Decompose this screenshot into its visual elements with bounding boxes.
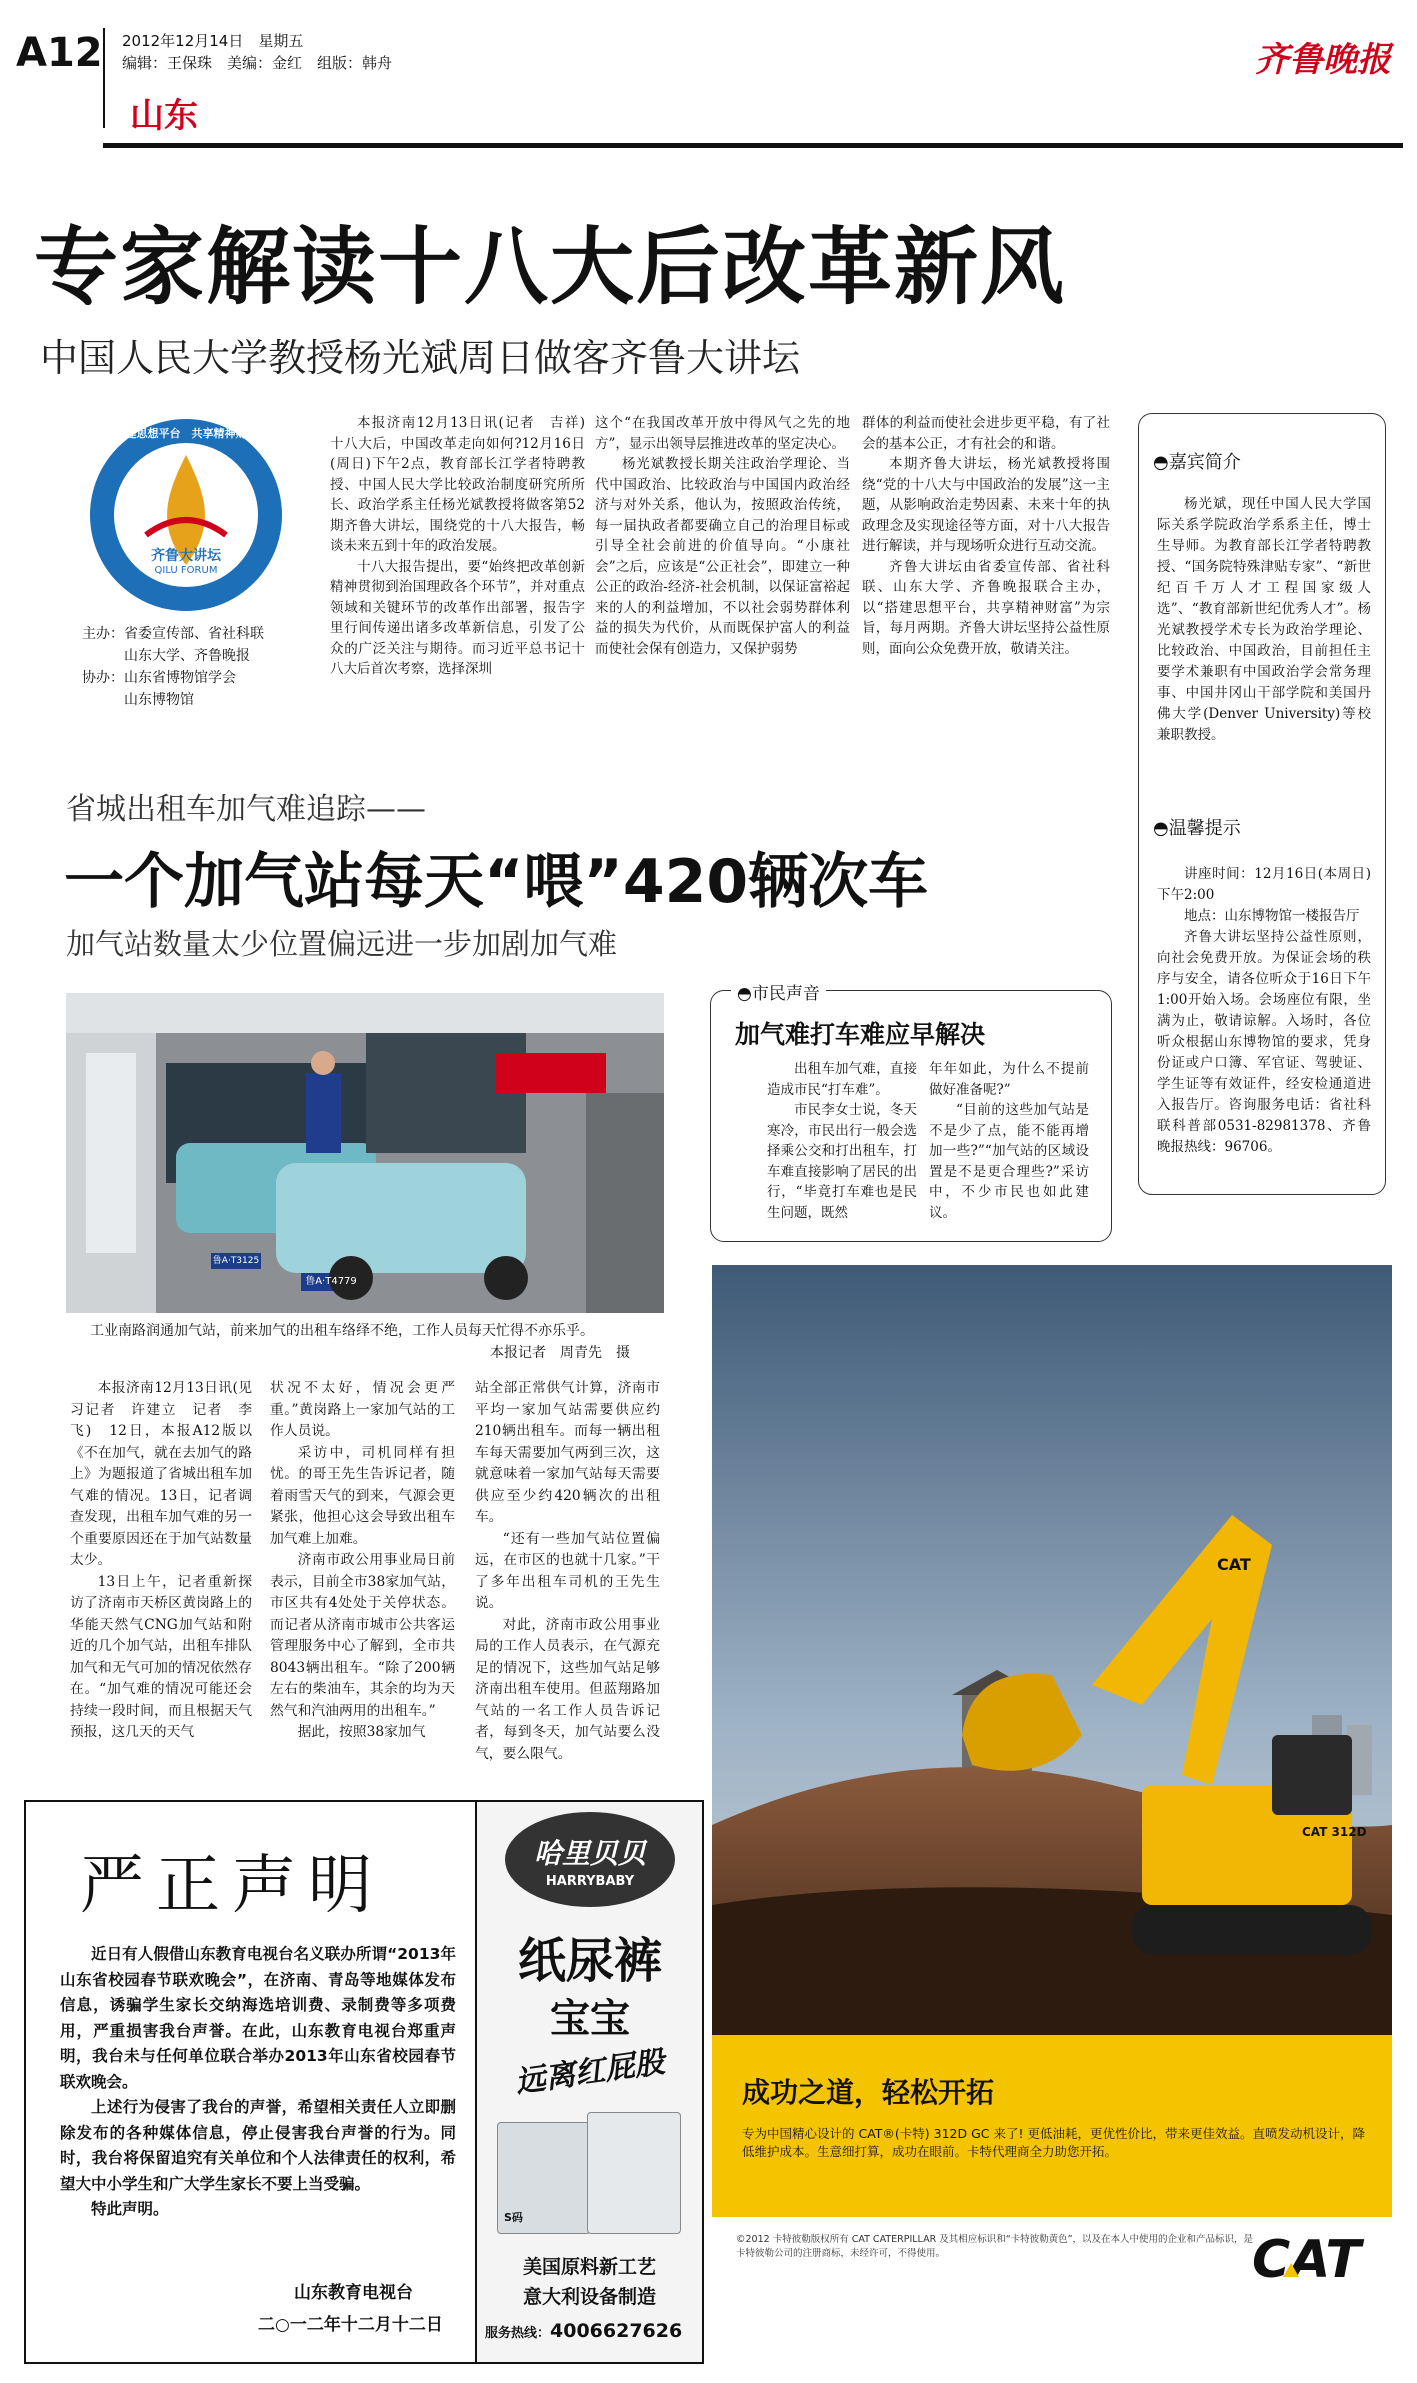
cat-fine-print: ©2012 卡特彼勒版权所有 CAT CATERPILLAR 及其相应标识和“卡特彼勒黄色”，以及在本人中使用的企业和产品标识，是卡特彼勒公司的注册商标，未经许可，不得使用。 — [736, 2234, 1254, 2259]
editors-line: 编辑：王保珠 美编：金红 组版：韩舟 — [122, 54, 393, 72]
guest-info-box — [1138, 413, 1386, 1195]
paragraph: 采访中，司机同样有担忧。的哥王先生告诉记者，随着雨雪天气的到来，气源会更紧张，他担心这会导致出租车加气难上加难。 — [270, 1444, 455, 1547]
paragraph: “目前的这些加气站是不是少了点，能不能再增加一些?”“加气站的区域设置是不是更合理些?”采访中，不少市民也如此建议。 — [929, 1102, 1089, 1221]
license-plate-1: 鲁A·T3125 — [212, 1256, 260, 1266]
paragraph: 本期齐鲁大讲坛，杨光斌教授将围绕“党的十八大与中国政治的发展”这一主题，从影响政治走势因素、未来十年的执政理念及实现途径等方面，对十八大报告进行解读，并与现场听众进行互动交流。 — [862, 456, 1110, 554]
cat-logo-triangle-icon — [1283, 2263, 1299, 2277]
harrybaby-ad — [475, 1800, 704, 2364]
solemn-statement — [24, 1800, 482, 2364]
cat-yellow-banner — [712, 2035, 1392, 2217]
paragraph: 这个“在我国改革开放中得风气之先的地方”，显示出领导层推进改革的坚定决心。 — [595, 415, 850, 452]
paragraph: 对此，济南市政公用事业局的工作人员表示，在气源充足的情况下，这些加气站足够济南出租车使用。但蓝翔路加气站的一名工作人员告诉记者，每到冬天，加气站要么没气，要么限气。 — [475, 1616, 660, 1762]
story2-column-3 — [475, 1378, 660, 1765]
organizer-line: 主办：省委宣传部、省社科联 — [82, 626, 264, 642]
paragraph: 近日有人假借山东教育电视台名义联办所谓“2013年山东省校园春节联欢晚会”，在济南、青岛等地媒体发布信息，诱骗学生家长交纳海选培训费、录制费等多项费用，严重损害我台声誉。在此，山东教育电视台郑重声明，我台未与任何单位联合举办2013年山东省校园春节联欢晚会。 — [60, 1945, 456, 2091]
statement-date: 二○一二年十二月十二日 — [258, 2315, 443, 2335]
lead-column-2 — [595, 413, 850, 659]
page-header — [0, 0, 1417, 150]
lead-subhead: 中国人民大学教授杨光斌周日做客齐鲁大讲坛 — [40, 336, 801, 380]
story2-column-1 — [70, 1378, 252, 1744]
bullet-icon: ◓ — [1153, 452, 1169, 473]
pack-size-label: S码 — [504, 2211, 523, 2224]
logo-en: QILU FORUM — [154, 565, 218, 576]
hotline-number: 4006627626 — [550, 2320, 683, 2342]
statement-signature: 山东教育电视台 — [294, 2283, 413, 2303]
excavator-body-label: CAT 312D — [1302, 1825, 1367, 1839]
guest-bio — [1157, 494, 1371, 746]
paragraph: 济南市政公用事业局日前表示，目前全市38家加气站，市区共有4处处于关停状态。而记者从济南市城市公共客运管理服务中心了解到，全市共8043辆出租车。“除了200辆左右的柴油车，其余的均为天然气和汽油两用的出租车。” — [270, 1552, 455, 1719]
organizer-line: 协办：山东省博物馆学会 — [82, 670, 236, 686]
citizen-tag — [731, 979, 826, 1004]
brand-cn: 哈里贝贝 — [533, 1837, 646, 1870]
guest-title-text: 嘉宾简介 — [1168, 452, 1241, 473]
organizer-line: 山东大学、齐鲁晚报 — [82, 648, 250, 664]
diaper-pack-2 — [587, 2112, 681, 2234]
paragraph: 年年如此，为什么不提前做好准备呢?” — [929, 1061, 1089, 1098]
lecture-time: 讲座时间：12月16日(本周日)下午2:00 — [1157, 866, 1371, 903]
photo-illustration — [66, 993, 664, 1313]
tips-title-text: 温馨提示 — [1168, 818, 1241, 839]
cat-description: 专为中国精心设计的 CAT®(卡特) 312D GC 来了! 更低油耗，更优性价比，带来更佳效益。直喷发动机设计，降低维护成本。生意细打算，成功在眼前。卡特代理商全力助您开拓。 — [742, 2126, 1365, 2159]
citizen-title: 加气难打车难应早解决 — [735, 1020, 986, 1049]
tips-box-title — [1153, 814, 1241, 840]
hotline — [485, 2320, 700, 2342]
paragraph: 十八大报告提出，要“始终把改革创新精神贯彻到治国理政各个环节”，并对重点领域和关键环节的改革作出部署，报告字里行间传递出诸多改革新信息，引发了公众的广泛关注与期待。而习近平总书记十八大后首次考察，选择深圳 — [330, 558, 585, 677]
story2-kicker: 省城出租车加气难追踪—— — [66, 792, 426, 827]
citizen-tag-text: 市民声音 — [751, 984, 820, 1004]
paragraph: “还有一些加气站位置偏远，在市区的也就十几家。”干了多年出租车司机的王先生说。 — [475, 1530, 660, 1611]
brand-logo: 齐鲁晚报 — [1255, 40, 1391, 80]
section-name: 山东 — [130, 96, 198, 136]
lead-headline: 专家解读十八大后改革新风 — [34, 218, 1067, 316]
ad-line-2: 意大利设备制造 — [522, 2286, 656, 2308]
date-line: 2012年12月14日 星期五 — [122, 32, 304, 50]
lecture-place: 地点：山东博物馆一楼报告厅 — [1184, 908, 1360, 924]
tips-text — [1157, 864, 1371, 1158]
ad-line-1: 美国原料新工艺 — [522, 2256, 656, 2278]
bullet-icon: ◓ — [1153, 818, 1169, 839]
paragraph: 群体的利益而使社会进步更平稳，有了社会的基本公正，才有社会的和谐。 — [862, 415, 1110, 452]
paragraph: 市民李女士说，冬天寒冷，市民出行一般会选择乘公交和打出租车，打车难直接影响了居民的出行，“毕竟打车难也是民生问题，既然 — [767, 1102, 917, 1221]
story2-subhead: 加气站数量太少位置偏远进一步加剧加气难 — [66, 927, 618, 961]
cat-excavator-ad — [712, 1265, 1392, 2368]
paragraph: 齐鲁大讲坛坚持公益性原则，向社会免费开放。为保证会场的秩序与安全，请各位听众于16日下午1:00开始入场。会场座位有限，坐满为止，敬请谅解。入场时，各位听众根据山东博物馆的要求，凭身份证或户口簿、军官证、驾驶证、学生证等有效证件，经安检通道进入报告厅。咨询服务电话：省社科联科普部0531-82981378、齐鲁晚报热线：96706。 — [1157, 929, 1371, 1155]
diaper-pack-1 — [497, 2122, 591, 2234]
paragraph: 特此声明。 — [91, 2200, 169, 2218]
excavator-illustration — [712, 1265, 1392, 2035]
paragraph: 站全部正常供气计算，济南市平均一家加气站需要供应约210辆出租车。而每一辆出租车每天需要加气两到三次，这就意味着一家加气站每天需要供应至少约420辆次的出租车。 — [475, 1380, 660, 1525]
lead-column-3 — [862, 413, 1110, 659]
qilu-forum-logo — [86, 415, 286, 615]
paragraph: 齐鲁大讲坛由省委宣传部、省社科联、山东大学、齐鲁晚报联合主办，以“搭建思想平台，共享精神财富”为宗旨，每月两期。齐鲁大讲坛坚持公益性原则，面向公众免费开放，敬请关注。 — [862, 558, 1110, 657]
paragraph: 出租车加气难，直接造成市民“打车难”。 — [767, 1061, 917, 1098]
citizen-column-1 — [767, 1059, 917, 1223]
header-rule — [103, 143, 1403, 148]
paragraph: 状况不太好，情况会更严重。”黄岗路上一家加气站的工作人员说。 — [270, 1380, 455, 1439]
story2-column-2 — [270, 1378, 455, 1744]
logo-top-text: 搭建思想平台 共享精神财富 — [114, 427, 258, 440]
license-plate-2: 鲁A·T4779 — [305, 1276, 357, 1287]
story2-headline: 一个加气站每天“喂”420辆次车 — [64, 847, 929, 917]
lead-column-1 — [330, 413, 599, 680]
statement-body — [60, 1942, 456, 2223]
paragraph: 据此，按照38家加气 — [297, 1724, 426, 1740]
photo-caption: 工业南路润通加气站，前来加气的出租车络绎不绝，工作人员每天忙得不亦乐乎。 — [90, 1323, 594, 1339]
citizen-column-2 — [929, 1059, 1089, 1223]
paragraph: 杨光斌教授长期关注政治学理论、当代中国政治、比较政治与中国国内政治经济与对外关系，他认为，按照政治传统，每一届执政者都要确立自己的治理目标或引导全社会前进的价值导向。“小康社会”之后，应该是“公正社会”，即建立一种公正的政治-经济-社会机制，以保证富裕起来的人的利益增加，不以社会弱势群体利益的损失为代价，从而既保护富人的利益而使社会保有创造力，又保护弱势 — [595, 456, 850, 657]
product-slogan: 远离红屁股 — [513, 2044, 667, 2101]
organizer-line: 山东博物馆 — [82, 692, 194, 708]
guest-box-title — [1153, 448, 1241, 474]
brand-en: HARRYBABY — [545, 1874, 635, 1889]
paragraph: 本报济南12月13日讯(见习记者 许建立 记者 李飞) 12日，本报A12版以《不在加气，就在去加气的路上》为题报道了省城出租车加气难的情况。13日，记者调查发现，出租车加气难的另一个重要原因还在于加气站数量太少。 — [70, 1380, 252, 1568]
citizen-voice-box — [710, 984, 1112, 1242]
gas-station-photo — [66, 993, 664, 1313]
organizers — [82, 623, 264, 711]
cat-slogan: 成功之道，轻松开拓 — [742, 2076, 995, 2109]
hotline-label: 服务热线： — [485, 2326, 551, 2341]
paragraph: 上述行为侵害了我台的声誉，希望相关责任人立即删除发布的各种媒体信息，停止侵害我台声誉的行为。同时，我台将保留追究有关单位和个人法律责任的权利，希望大中小学生和广大学生家长不要上当受骗。 — [60, 2098, 456, 2193]
page-number: A12 — [16, 30, 103, 76]
paragraph: 13日上午，记者重新探访了济南市天桥区黄岗路上的华能天然气CNG加气站和附近的几个加气站，出租车排队加气和无气可加的情况依然存在。“加气难的情况可能还会持续一段时间，而且根据天气预报，这几天的天气 — [70, 1573, 252, 1740]
product-name: 纸尿裤 — [517, 1933, 662, 1989]
statement-title: 严正声明 — [80, 1849, 384, 1923]
cat-logo: CAT — [1252, 2230, 1361, 2290]
logo-name: 齐鲁大讲坛 — [151, 548, 221, 564]
bullet-icon: ◓ — [737, 984, 752, 1004]
header-divider — [103, 28, 105, 128]
product-sub: 宝宝 — [550, 1996, 630, 2042]
paragraph: 杨光斌，现任中国人民大学国际关系学院政治学系系主任，博士生导师。为教育部长江学者特聘教授、“国务院特殊津贴专家”、“新世纪百千万人才工程国家级人选”、“教育部新世纪优秀人才”。杨光斌教授学术专长为政治学理论、比较政治、中国政治，目前担任主要学术兼职有中国政治学会常务理事、中国井冈山干部学院和美国丹佛大学(Denver University)等校兼职教授。 — [1157, 496, 1371, 743]
photo-credit: 本报记者 周青先 摄 — [490, 1345, 630, 1361]
excavator-arm-label: CAT — [1217, 1555, 1251, 1574]
paragraph: 本报济南12月13日讯(记者 吉祥) 十八大后，中国改革走向如何?12月16日(周日)下午2点，教育部长江学者特聘教授、中国人民大学比较政治制度研究所所长、政治学系主任杨光斌教授将做客第52期齐鲁大讲坛，围绕党的十八大报告，畅谈未来五到十年的政治发展。 — [330, 415, 599, 554]
qilu-forum-emblem-icon — [86, 415, 286, 615]
